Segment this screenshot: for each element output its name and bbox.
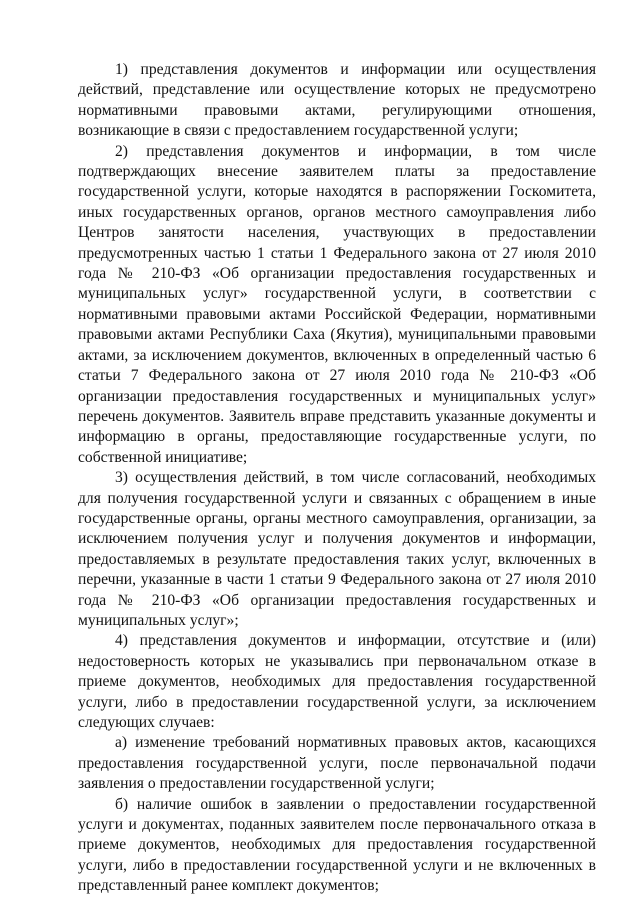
- paragraph-item-4: 4) представления документов и информации, отсутствие и (или) недостоверность которых не указывались при первоначальном отказе в приеме документов, необходимых для предоставления государственной услуги, либо в предоставлении государственной услуги, за исключением следующих случаев:: [78, 632, 596, 731]
- paragraph-subitem-b: б) наличие ошибок в заявлении о предоставлении государственной услуги и документах, поданных заявителем после первоначального отказа в приеме документов, необходимых для предоставления государственной услуги, либо в предоставлении государственной услуги и не включенных в представленный ранее комплект документов;: [78, 795, 596, 895]
- paragraph-item-2: 2) представления документов и информации, в том числе подтверждающих внесение заявителем платы за предоставление государственной услуги, которые находятся в распоряжении Госкомитета, иных государственных органов, органов местного самоуправления либо Центров занятости населения, участвующих в предоставлении предусмотренных частью 1 статьи 1 Федерального закона от 27 июля 2010 года № 210-ФЗ «Об организации предоставления государственных и муниципальных услуг» государственной услуги, в соответствии с нормативными правовыми актами Российской Федерации, нормативными правовыми актами Республики Саха (Якутия), муниципальными правовыми актами, за исключением документов, включенных в определенный частью 6 статьи 7 Федерального закона от 27 июля 2010 года № 210-ФЗ «Об организации предоставления государственных и муниципальных услуг» перечень документов. Заявитель вправе представить указанные документы и информацию в органы, предоставляющие государственные услуги, по собственной инициативе;: [78, 142, 596, 466]
- paragraph-subitem-a: а) изменение требований нормативных правовых актов, касающихся предоставления государственной услуги, после первоначальной подачи заявления о предоставлении государственной услуги;: [78, 734, 596, 793]
- document-body: [78, 60, 596, 897]
- paragraph-item-1: 1) представления документов и информации или осуществления действий, представление или осуществление которых не предусмотрено нормативными правовыми актами, регулирующими отношения, возникающие в связи с предоставлением государственной услуги;: [78, 61, 596, 140]
- paragraph-item-3: 3) осуществления действий, в том числе согласований, необходимых для получения государственной услуги и связанных с обращением в иные государственные органы, органы местного самоуправления, организации, за исключением получения услуг и получения документов и информации, предоставляемых в результате предоставления таких услуг, включенных в перечни, указанные в части 1 статьи 9 Федерального закона от 27 июля 2010 года № 210-ФЗ «Об организации предоставления государственных и муниципальных услуг»;: [78, 469, 596, 629]
